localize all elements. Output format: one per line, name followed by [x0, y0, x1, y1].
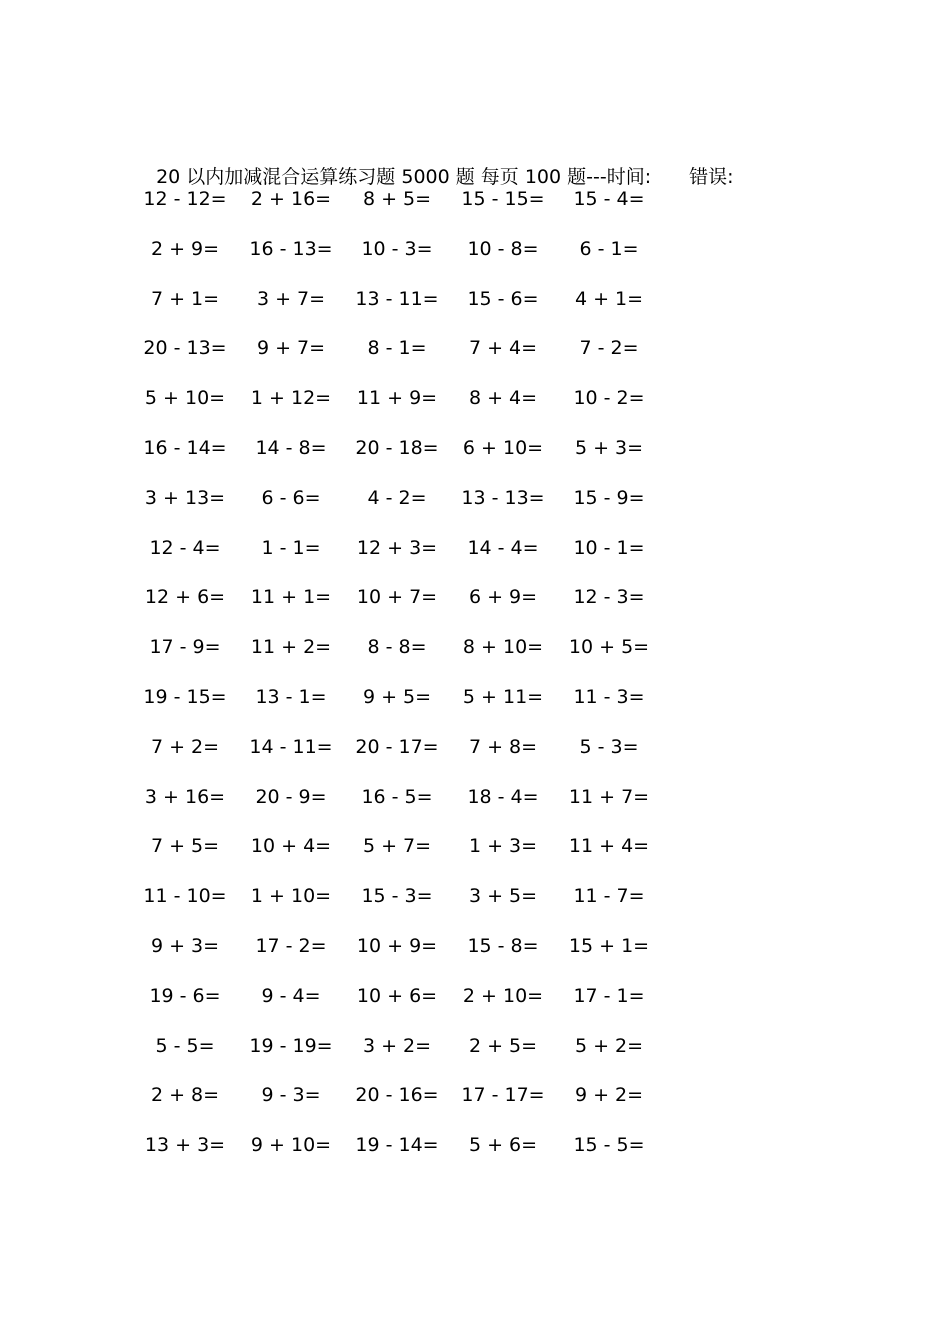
math-problem: 17 - 2=	[255, 934, 327, 957]
math-problem: 5 + 3=	[574, 436, 644, 459]
math-problem: 8 + 4=	[468, 387, 538, 410]
math-problem: 7 + 2=	[150, 735, 220, 758]
math-problem: 3 + 5=	[468, 885, 538, 908]
math-problem: 10 + 4=	[250, 835, 332, 858]
math-problem: 10 + 6=	[356, 984, 438, 1007]
math-problem: 17 - 17=	[461, 1084, 545, 1107]
math-problem: 8 + 5=	[362, 188, 432, 210]
math-problem: 20 - 13=	[143, 337, 227, 360]
math-problem: 15 - 5=	[573, 1134, 645, 1157]
math-problem: 19 - 19=	[249, 1034, 333, 1057]
math-problem: 14 - 11=	[249, 735, 333, 758]
math-problem: 10 - 3=	[361, 237, 433, 260]
math-problem: 14 - 4=	[467, 536, 539, 559]
math-problem: 2 + 9=	[150, 237, 220, 260]
problem-row	[132, 335, 672, 385]
problem-row	[132, 684, 672, 734]
math-problem: 11 - 10=	[143, 885, 227, 908]
math-problem: 20 - 9=	[255, 785, 327, 808]
math-problem: 16 - 5=	[361, 785, 433, 808]
math-problem: 19 - 14=	[355, 1134, 439, 1157]
math-problem: 6 - 6=	[261, 486, 321, 509]
problem-row	[132, 485, 672, 535]
math-problem: 16 - 14=	[143, 436, 227, 459]
math-problem: 15 - 3=	[361, 885, 433, 908]
math-problem: 12 - 12=	[143, 188, 227, 210]
math-problem: 5 - 5=	[155, 1034, 215, 1057]
math-problem: 5 + 6=	[468, 1134, 538, 1157]
math-problem: 11 - 7=	[573, 885, 645, 908]
math-problem: 11 + 1=	[250, 586, 332, 609]
math-problem: 20 - 17=	[355, 735, 439, 758]
problem-row	[132, 286, 672, 336]
math-problem: 6 + 10=	[462, 436, 544, 459]
math-problem: 9 + 3=	[150, 934, 220, 957]
math-problem: 11 + 9=	[356, 387, 438, 410]
math-problem: 2 + 5=	[468, 1034, 538, 1057]
math-problem: 14 - 8=	[255, 436, 327, 459]
problem-row	[132, 983, 672, 1033]
worksheet-header	[144, 138, 734, 190]
math-problem: 2 + 8=	[150, 1084, 220, 1107]
worksheet-title: 20 以内加减混合运算练习题 5000 题 每页 100 题---时间:	[156, 166, 652, 188]
math-problem: 16 - 13=	[249, 237, 333, 260]
math-problem: 19 - 6=	[149, 984, 221, 1007]
problem-row	[132, 634, 672, 684]
math-problem: 11 - 3=	[573, 685, 645, 708]
math-problem: 10 - 8=	[467, 237, 539, 260]
problem-row	[132, 734, 672, 784]
errors-label: 错误:	[689, 166, 734, 188]
math-problem: 18 - 4=	[467, 785, 539, 808]
math-problem: 5 + 2=	[574, 1034, 644, 1057]
math-problem: 12 + 6=	[144, 586, 226, 609]
math-problem: 4 + 1=	[574, 287, 644, 310]
math-problem: 10 + 9=	[356, 934, 438, 957]
math-problem: 6 - 1=	[579, 237, 639, 260]
math-problem: 8 - 8=	[367, 636, 427, 659]
math-problem: 7 + 5=	[150, 835, 220, 858]
math-problem: 5 + 10=	[144, 387, 226, 410]
math-problem: 3 + 7=	[256, 287, 326, 310]
math-problem: 9 + 7=	[256, 337, 326, 360]
problem-row	[132, 584, 672, 634]
problem-row	[132, 1033, 672, 1083]
math-problem: 13 - 1=	[255, 685, 327, 708]
math-problem: 1 + 3=	[468, 835, 538, 858]
problem-row	[132, 186, 672, 236]
math-problem: 7 - 2=	[579, 337, 639, 360]
problem-row	[132, 833, 672, 883]
math-problem: 12 - 4=	[149, 536, 221, 559]
math-problem: 17 - 1=	[573, 984, 645, 1007]
math-problem: 20 - 16=	[355, 1084, 439, 1107]
math-problem: 13 - 11=	[355, 287, 439, 310]
math-problem: 4 - 2=	[367, 486, 427, 509]
math-problem: 8 - 1=	[367, 337, 427, 360]
math-problem: 10 - 2=	[573, 387, 645, 410]
math-problem: 15 - 9=	[573, 486, 645, 509]
math-problem: 12 - 3=	[573, 586, 645, 609]
math-problem: 5 + 7=	[362, 835, 432, 858]
problem-row	[132, 883, 672, 933]
math-problem: 3 + 13=	[144, 486, 226, 509]
math-problem: 2 + 10=	[462, 984, 544, 1007]
math-problem: 6 + 9=	[468, 586, 538, 609]
math-problem: 10 - 1=	[573, 536, 645, 559]
math-problem: 13 - 13=	[461, 486, 545, 509]
math-problem: 8 + 10=	[462, 636, 544, 659]
problem-row	[132, 933, 672, 983]
math-problem: 10 + 5=	[568, 636, 650, 659]
math-problem: 1 + 10=	[250, 885, 332, 908]
math-problem: 7 + 1=	[150, 287, 220, 310]
problem-row	[132, 385, 672, 435]
math-problem: 1 - 1=	[261, 536, 321, 559]
math-problem: 15 - 4=	[573, 188, 645, 210]
problem-row	[132, 435, 672, 485]
math-problem: 9 + 10=	[250, 1134, 332, 1157]
problem-row	[132, 1082, 672, 1132]
problem-row	[132, 535, 672, 585]
math-problem: 15 - 6=	[467, 287, 539, 310]
math-problem: 12 + 3=	[356, 536, 438, 559]
math-problem: 15 - 15=	[461, 188, 545, 210]
math-problem: 13 + 3=	[144, 1134, 226, 1157]
problem-grid	[132, 186, 672, 1182]
math-problem: 11 + 7=	[568, 785, 650, 808]
math-problem: 3 + 16=	[144, 785, 226, 808]
math-problem: 7 + 4=	[468, 337, 538, 360]
math-problem: 9 - 3=	[261, 1084, 321, 1107]
math-problem: 7 + 8=	[468, 735, 538, 758]
problem-row	[132, 784, 672, 834]
math-problem: 9 - 4=	[261, 984, 321, 1007]
math-problem: 20 - 18=	[355, 436, 439, 459]
math-problem: 9 + 5=	[362, 685, 432, 708]
math-problem: 11 + 2=	[250, 636, 332, 659]
problem-row	[132, 1132, 672, 1182]
math-problem: 9 + 2=	[574, 1084, 644, 1107]
math-problem: 10 + 7=	[356, 586, 438, 609]
math-problem: 5 - 3=	[579, 735, 639, 758]
math-problem: 5 + 11=	[462, 685, 544, 708]
math-problem: 19 - 15=	[143, 685, 227, 708]
math-problem: 17 - 9=	[149, 636, 221, 659]
math-problem: 11 + 4=	[568, 835, 650, 858]
problem-row	[132, 236, 672, 286]
math-problem: 2 + 16=	[250, 188, 332, 210]
math-problem: 15 + 1=	[568, 934, 650, 957]
math-problem: 1 + 12=	[250, 387, 332, 410]
math-problem: 15 - 8=	[467, 934, 539, 957]
math-problem: 3 + 2=	[362, 1034, 432, 1057]
